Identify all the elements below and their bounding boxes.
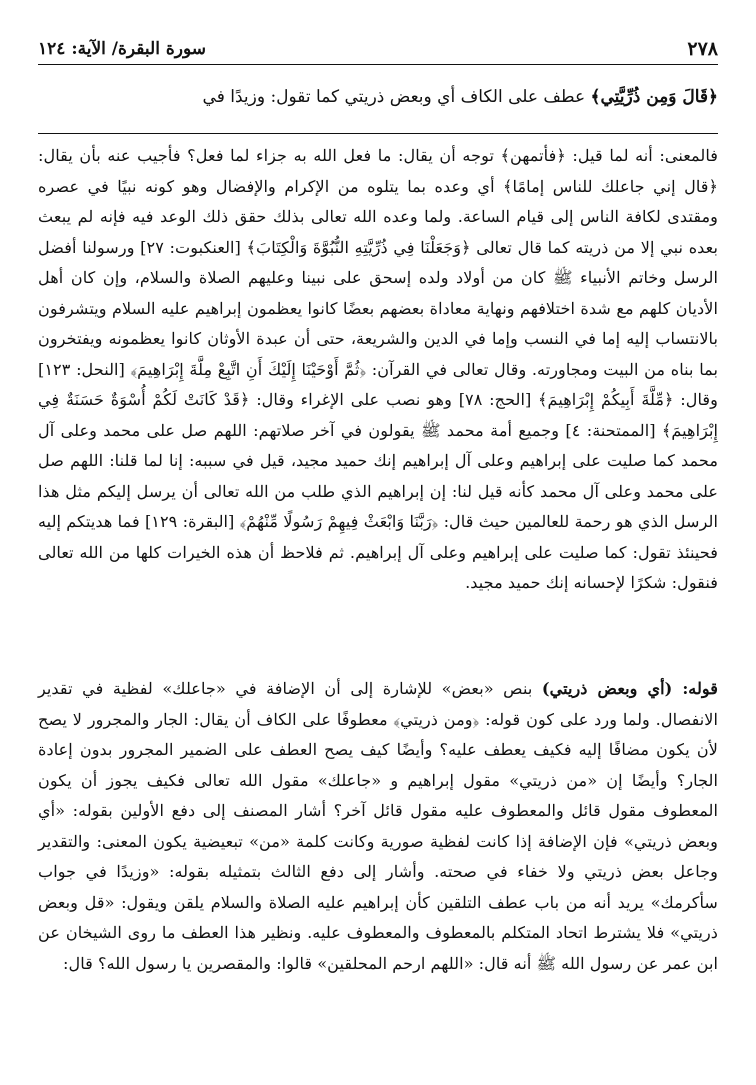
commentary-paragraph-2 (38, 674, 718, 979)
quran-quote: ﴿قَالَ وَمِن ذُرِّيَّتِي﴾ (590, 87, 718, 107)
top-continuation-line (38, 82, 718, 112)
top-line-text: عطف على الكاف أي وبعض ذريتي كما تقول: وزيدًا في (202, 87, 591, 107)
paragraph-2-text: بنص «بعض» للإشارة إلى أن الإضافة في «جاعلك» لفظية في تقدير الانفصال. ولما ورد على كون قوله: ﴿ومن ذريتي﴾ معطوفًا على الكاف أن يقال: الجار والمجرور لا يصح لأن يكون مضافًا إليه فكيف يعطف عليه؟ وأيضًا كيف يصح العطف على الضمير المجرور بدون إعادة الجار؟ وأيضًا إن «من ذريتي» مقول إبراهيم و «جاعلك» مقول الله تعالى فكيف يجوز أن يكون المعطوف مقول قائل والمعطوف عليه مقول قائل آخر؟ أشار المصنف إلى دفع الأولين بقوله: «أي وبعض ذريتي» فإن الإضافة إذا كانت لفظية صورية وكانت كلمة «من» تبعيضية يكون المعنى: والتقدير وجاعل بعض ذريتي ولا خفاء في صحته. وأشار إلى دفع الثالث بتمثيله بقوله: «وزيدًا في جواب سأكرمك» يريد أنه من باب عطف التلقين كأن إبراهيم عليه الصلاة والسلام يلقن ويقول: «قل وبعض ذريتي» فلا يشترط اتحاد المتكلم بالمعطوف والمعطوف عليه. ونظير هذا العطف ما روى الشيخان عن ابن عمر عن رسول الله ﷺ أنه قال: «اللهم ارحم المحلقين» قالوا: والمقصرين يا رسول الله؟ قال: (38, 679, 718, 973)
page-number: ٢٧٨ (687, 38, 718, 60)
separator-rule (38, 133, 718, 134)
running-title: سورة البقرة/ الآية: ١٢٤ (38, 39, 206, 59)
paragraph-lead: قوله: (أي وبعض ذريتي) (541, 679, 719, 698)
page-header (38, 34, 718, 65)
commentary-paragraph-1: فالمعنى: أنه لما قيل: ﴿فأتمهن﴾ توجه أن يقال: ما فعل الله به جزاء لما فعل؟ فأجيب عنه بأن يقال: ﴿قال إني جاعلك للناس إمامًا﴾ أي وعده بما يتلوه من الإكرام والإفضال وهو كونه نبيًا في عصره ومقتدى لكافة الناس إلى قيام الساعة. ولما وعده الله تعالى بذلك حقق ذلك الوعد فيه فإنه لم يبعث بعده نبي إلا من ذريته كما قال تعالى ﴿وَجَعَلْنَا فِي ذُرِّيَّتِهِ النُّبُوَّةَ وَالْكِتَابَ﴾ [العنكبوت: ٢٧] ورسولنا أفضل الرسل وخاتم الأنبياء ﷺ كان من أولاد ولده إسحق على نبينا وعليهم الصلاة والسلام، وإن كان أهل الأديان كلهم مع شدة اختلافهم ونهاية معاداة بعضهم بعضًا كانوا يعظمون إبراهيم عليه السلام ويتشرفون بالانتساب إليه إما في النسب وإما في الدين والشريعة، حتى أن عبدة الأوثان كانوا يعظمونه ويفتخرون بما بناه من البيت ومجاورته. وقال تعالى في القرآن: ﴿ثُمَّ أَوْحَيْنَا إِلَيْكَ أَنِ اتَّبِعْ مِلَّةَ إِبْرَاهِيمَ﴾ [النحل: ١٢٣] وقال: ﴿مِّلَّةَ أَبِيكُمْ إِبْرَاهِيمَ﴾ [الحج: ٧٨] وهو نصب على الإغراء وقال: ﴿قَدْ كَانَتْ لَكُمْ أُسْوَةٌ حَسَنَةٌ فِي إِبْرَاهِيمَ﴾ [الممتحنة: ٤] وجميع أمة محمد ﷺ يقولون في آخر صلاتهم: اللهم صل على محمد وعلى آل محمد كما صليت على إبراهيم وعلى آل إبراهيم إنك حميد مجيد، قيل في سببه: إنا لما قلنا: اللهم صل على محمد وعلى آل محمد كأنه قيل لنا: إن إبراهيم الذي طلب من الله تعالى أن يرسل إليكم مثل هذا الرسل الذي هو رحمة للعالمين حيث قال: ﴿رَبَّنَا وَابْعَثْ فِيهِمْ رَسُولًا مِّنْهُمْ﴾ [البقرة: ١٢٩] فما هديتكم إليه فحينئذ تقول: كما صليت على إبراهيم وعلى آل إبراهيم. ثم فلاحظ أن هذه الخيرات كلها من الله تعالى فنقول: شكرًا لإحسانه إنك حميد مجيد. (38, 146, 719, 592)
